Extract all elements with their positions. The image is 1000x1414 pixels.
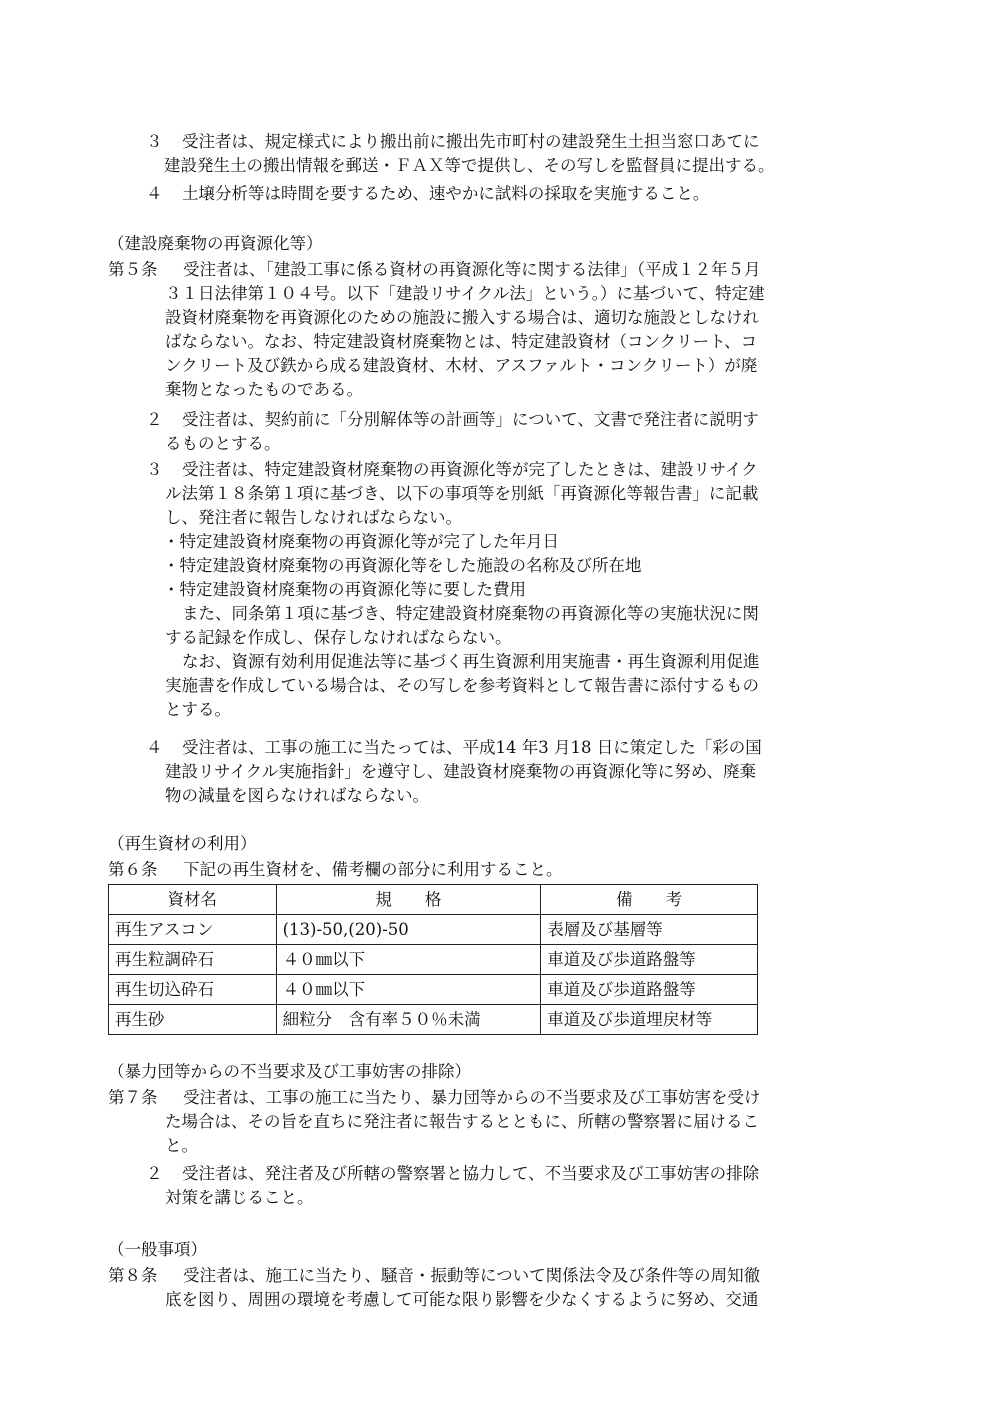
para-number: ２ [146, 410, 163, 429]
item-3 [146, 130, 775, 178]
table-row [109, 1005, 758, 1035]
text-line: るものとする。 [165, 434, 281, 453]
article-5 [108, 258, 765, 402]
text-line: 実施書を作成している場合は、その写しを参考資料として報告書に添付するもの [165, 676, 759, 695]
article-label: 第５条 [108, 260, 158, 279]
text-line: 受注者は、発注者及び所轄の警察署と協力して、不当要求及び工事妨害の排除 [182, 1164, 760, 1183]
text-line: し、発注者に報告しなければならない。 [165, 508, 462, 527]
text-line: 対策を講じること。 [165, 1188, 314, 1207]
item-number: ３ [146, 132, 163, 151]
text-line: 底を図り、周囲の環境を考慮して可能な限り影響を少なくするように努め、交通 [165, 1290, 759, 1309]
text-line: 受注者は、規定様式により搬出前に搬出先市町村の建設発生土担当窓口あてに [182, 132, 760, 151]
table-cell: 車道及び歩道路盤等 [541, 975, 758, 1005]
text-line: 棄物となったものである。 [165, 380, 363, 399]
text-line: また、同条第１項に基づき、特定建設資材廃棄物の再資源化等の実施状況に関 [182, 604, 759, 623]
table-row [109, 975, 758, 1005]
item-number: ４ [146, 184, 163, 203]
table-cell: ４０㎜以下 [276, 975, 541, 1005]
text-line: 受注者は、工事の施工に当たり、暴力団等からの不当要求及び工事妨害を受け [183, 1088, 761, 1107]
column-header-remarks: 備 考 [541, 885, 758, 915]
article-6-heading: （再生資材の利用） [108, 834, 257, 853]
text-line: ル法第１８条第１項に基づき、以下の事項等を別紙「再資源化等報告書」に記載 [165, 484, 759, 503]
table-cell: ４０㎜以下 [276, 945, 541, 975]
article-8-heading: （一般事項） [108, 1240, 207, 1259]
text-line: ３１日法律第１０４号。以下「建設リサイクル法」という。）に基づいて、特定建 [165, 284, 765, 303]
item-4 [146, 182, 709, 206]
text-line: 設資材廃棄物を再資源化のための施設に搬入する場合は、適切な施設としなけれ [165, 308, 759, 327]
para-number: ２ [146, 1164, 163, 1183]
article-6 [108, 858, 563, 882]
table-cell: 車道及び歩道埋戻材等 [541, 1005, 758, 1035]
article-5-para-2 [146, 408, 759, 456]
article-label: 第８条 [108, 1266, 158, 1285]
table-cell: 車道及び歩道路盤等 [541, 945, 758, 975]
text-line: する記録を作成し、保存しなければならない。 [165, 628, 512, 647]
bullet-item: ・特定建設資材廃棄物の再資源化等をした施設の名称及び所在地 [163, 556, 642, 575]
text-line: 受注者は、「建設工事に係る資材の再資源化等に関する法律」（平成１２年５月 [183, 260, 761, 279]
article-5-para-3 [146, 458, 760, 722]
text-line: 受注者は、施工に当たり、騒音・振動等について関係法令及び条件等の周知徹 [183, 1266, 761, 1285]
article-label: 第６条 [108, 860, 158, 879]
text-line: とする。 [165, 700, 231, 719]
text-line: た場合は、その旨を直ちに発注者に報告するとともに、所轄の警察署に届けるこ [165, 1112, 759, 1131]
text-line: ばならない。なお、特定建設資材廃棄物とは、特定建設資材（コンクリート、コ [165, 332, 758, 351]
table-row [109, 945, 758, 975]
article-5-heading: （建設廃棄物の再資源化等） [108, 234, 323, 253]
column-header-material: 資材名 [109, 885, 277, 915]
article-5-para-4 [146, 736, 762, 808]
table-header-row [109, 885, 758, 915]
para-number: ４ [146, 738, 163, 757]
text-line: ンクリート及び鉄から成る建設資材、木材、アスファルト・コンクリート）が廃 [165, 356, 758, 375]
text-line: 受注者は、特定建設資材廃棄物の再資源化等が完了したときは、建設リサイク [182, 460, 758, 479]
text-line: なお、資源有効利用促進法等に基づく再生資源利用実施書・再生資源利用促進 [182, 652, 760, 671]
para-number: ３ [146, 460, 163, 479]
text-line: 受注者は、契約前に「分別解体等の計画等」について、文書で発注者に説明す [182, 410, 759, 429]
article-8 [108, 1264, 760, 1312]
table-cell: 細粒分 含有率５０％未満 [276, 1005, 541, 1035]
table-cell: 再生粒調砕石 [109, 945, 277, 975]
article-7 [108, 1086, 761, 1158]
text-line: 物の減量を図らなければならない。 [165, 786, 429, 805]
table-cell: 再生アスコン [109, 915, 277, 945]
bullet-item: ・特定建設資材廃棄物の再資源化等が完了した年月日 [163, 532, 559, 551]
article-7-heading: （暴力団等からの不当要求及び工事妨害の排除） [108, 1062, 471, 1081]
bullet-item: ・特定建設資材廃棄物の再資源化等に要した費用 [163, 580, 526, 599]
article-label: 第７条 [108, 1088, 158, 1107]
table-cell: 再生砂 [109, 1005, 277, 1035]
table-cell: 表層及び基層等 [541, 915, 758, 945]
table-cell: (13)-50,(20)-50 [276, 915, 541, 945]
article-7-para-2 [146, 1162, 759, 1210]
recycled-materials-table [108, 884, 758, 1035]
text-line: 受注者は、工事の施工に当たっては、平成14 年3 月18 日に策定した「彩の国 [182, 738, 762, 757]
text-line: 建設発生土の搬出情報を郵送・ＦＡＸ等で提供し、その写しを監督員に提出する。 [164, 156, 775, 175]
text-line: 下記の再生資材を、備考欄の部分に利用すること。 [183, 860, 563, 879]
table-cell: 再生切込砕石 [109, 975, 277, 1005]
column-header-spec: 規 格 [276, 885, 541, 915]
text-line: 建設リサイクル実施指針」を遵守し、建設資材廃棄物の再資源化等に努め、廃棄 [165, 762, 757, 781]
table-row [109, 915, 758, 945]
text-line: と。 [165, 1136, 198, 1155]
text-line: 土壌分析等は時間を要するため、速やかに試料の採取を実施すること。 [182, 184, 710, 203]
